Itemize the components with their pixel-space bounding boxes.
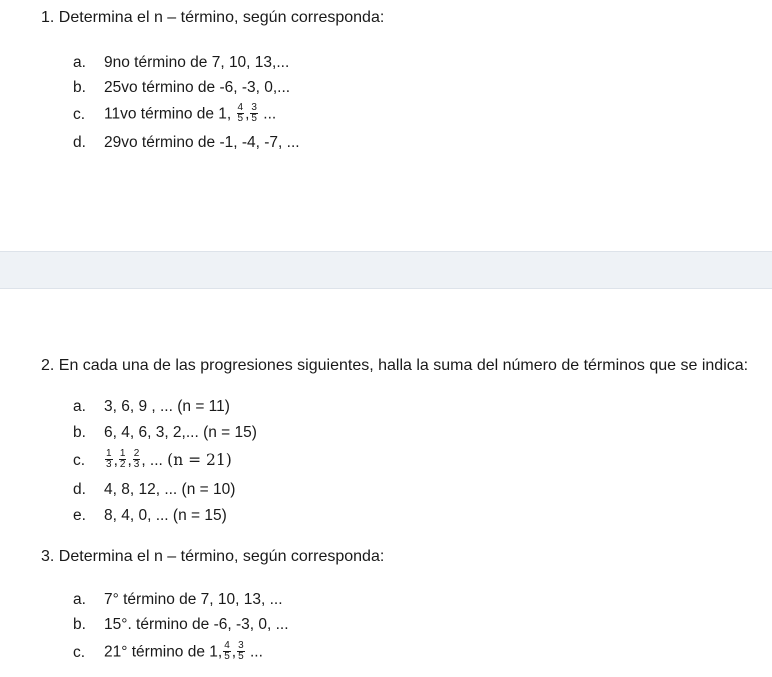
document-page-1 xyxy=(0,0,772,251)
math-n-equation: (n = 21) xyxy=(167,451,232,469)
fraction: $\frac{3}{5}$ xyxy=(251,102,257,124)
question-2-title: 2. En cada una de las progresiones siguientes, halla la suma del número de términos que se indica: xyxy=(41,357,749,374)
question-2-item-e: e. 8, 4, 0, ... (n = 15) xyxy=(73,507,227,524)
fraction: $\frac{2}{3}$ xyxy=(133,448,140,471)
question-1-title: 1. Determina el n – término, según corresponda: xyxy=(41,9,385,26)
question-3-item-a: a. 7° término de 7, 10, 13, ... xyxy=(73,591,283,608)
question-1-item-d: d. 29vo término de -1, -4, -7, ... xyxy=(73,134,300,151)
question-2-item-c: c. $\frac{1}{3}$ , $\frac{1}{2}$ , $\frac{2}{3}$ , ... (n = 21) xyxy=(73,448,232,471)
question-2-item-b: b. 6, 4, 6, 3, 2,... (n = 15) xyxy=(73,424,257,441)
fraction: $\frac{4}{5}$ xyxy=(237,102,244,124)
question-1-item-a: a. 9no término de 7, 10, 13,... xyxy=(73,54,290,71)
fraction: $\frac{1}{3}$ xyxy=(106,448,112,471)
question-3-item-b: b. 15°. término de -6, -3, 0, ... xyxy=(73,616,289,633)
document-page-2 xyxy=(0,289,772,677)
page-break xyxy=(0,251,772,289)
question-3-item-c: c. 21° término de 1, $\frac{4}{5}$ , $\frac{3}{5}$ ... xyxy=(73,640,263,662)
question-1-item-b: b. 25vo término de -6, -3, 0,... xyxy=(73,79,291,96)
question-1-item-c: c. 11vo término de 1, $\frac{4}{5}$ , $\frac{3}{5}$ ... xyxy=(73,102,277,124)
fraction: $\frac{4}{5}$ xyxy=(224,640,230,662)
question-3-title: 3. Determina el n – término, según corresponda: xyxy=(41,548,385,565)
question-2-item-d: d. 4, 8, 12, ... (n = 10) xyxy=(73,481,236,498)
fraction: $\frac{1}{2}$ xyxy=(119,448,126,471)
question-2-item-a: a. 3, 6, 9 , ... (n = 11) xyxy=(73,398,230,415)
fraction: $\frac{3}{5}$ xyxy=(238,640,244,662)
